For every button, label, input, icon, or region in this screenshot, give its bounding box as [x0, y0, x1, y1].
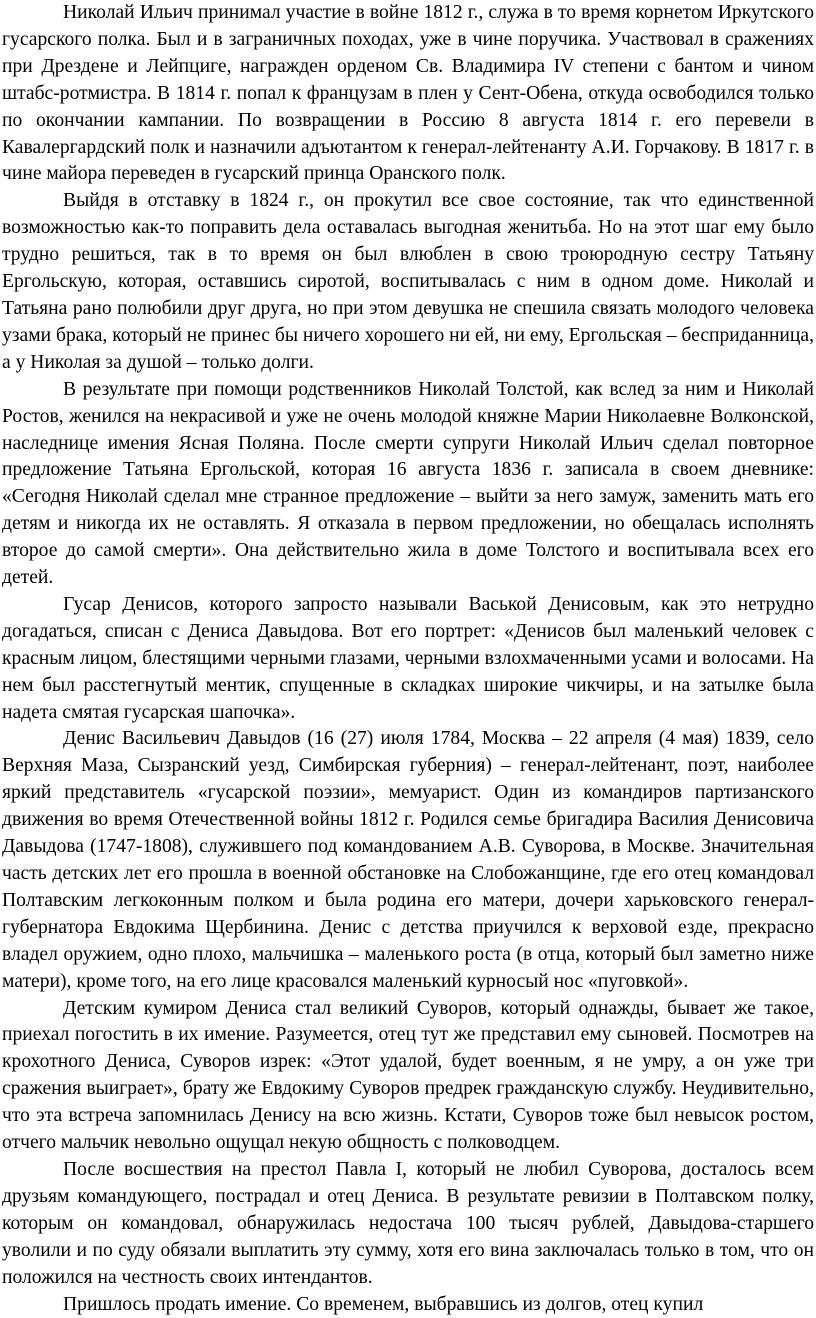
paragraph-paul-i-accession: После восшествия на престол Павла I, который не любил Суворова, досталось всем друзьям командующего, пострадал и отец Дениса. В результате ревизии в Полтавском полку, которым он командовал, обнаружилась недостача 100 тысяч рублей, Давыдова-старшего уволили и по суду обязали выплатить эту сумму, хотя его вина заключалась только в том, что он положился на честность своих интендантов. — [2, 1157, 814, 1292]
paragraph-nikolay-ilyich-service: Николай Ильич принимал участие в войне 1812 г., служа в то время корнетом Иркутского гусарского полка. Был и в заграничных походах, уже в чине поручика. Участвовал в сражениях при Дрездене и Лейпциге, награжден орденом Св. Владимира IV степени с бантом и чином штабс-ротмистра. В 1814 г. попал к французам в плен у Сент-Обена, откуда освободился только по окончании кампании. По возвращении в Россию 8 августа 1814 г. его перевели в Кавалергардский полк и назначили адъютантом к генерал-лейтенанту А.И. Горчакову. В 1817 г. в чине майора переведен в гусарский принца Оранского полк. — [2, 0, 814, 188]
paragraph-marriage-to-volkonskaya: В результате при помощи родственников Николай Толстой, как вслед за ним и Николай Ростов, женился на некрасивой и уже не очень молодой княжне Марии Николаевне Волконской, наследнице имения Ясная Поляна. После смерти супруги Николай Ильич сделал повторное предложение Татьяна Ергольской, которая 16 августа 1836 г. записала в своем дневнике: «Сегодня Николай сделал мне странное предложение – выйти за него замуж, заменить мать его детям и никогда их не оставлять. Я отказала в первом предложении, но обещалась исполнять второе до самой смерти». Она действительно жила в доме Толстого и воспитывала всех его детей. — [2, 377, 814, 592]
paragraph-suvorov-visit: Детским кумиром Дениса стал великий Суворов, который однажды, бывает же такое, приехал погостить в их имение. Разумеется, отец тут же представил ему сыновей. Посмотрев на крохотного Дениса, Суворов изрек: «Этот удалой, будет военным, я не умру, а он уже три сражения выиграет», брату же Евдокиму Суворов предрек гражданскую службу. Неудивительно, что эта встреча запомнилась Денису на всю жизнь. Кстати, Суворов тоже был невысок ростом, отчего мальчик невольно ощущал некую общность с полководцем. — [2, 996, 814, 1157]
document-text-body — [2, 0, 814, 1318]
paragraph-denis-davydov-biography: Денис Васильевич Давыдов (16 (27) июля 1784, Москва – 22 апреля (4 мая) 1839, село Верхняя Маза, Сызранский уезд, Симбирская губерния) – генерал-лейтенант, поэт, наиболее яркий представитель «гусарской поэзии», мемуарист. Один из командиров партизанского движения во время Отечественной войны 1812 г. Родился семье бригадира Василия Денисовича Давыдова (1747-1808), служившего под командованием А.В. Суворова, в Москве. Значительная часть детских лет его прошла в военной обстановке на Слобожанщине, где его отец командовал Полтавским легкоконным полком и была родина его матери, дочери харьковского генерал-губернатора Евдокима Щербинина. Денис с детства приучился к верховой езде, прекрасно владел оружием, одно плохо, мальчишка – маленького роста (в отца, который был заметно ниже матери), кроме того, на его лице красовался маленький курносый нос «пуговкой». — [2, 726, 814, 995]
paragraph-hussar-denisov: Гусар Денисов, которого запросто называли Васькой Денисовым, как это нетрудно догадаться, списан с Дениса Давыдова. Вот его портрет: «Денисов был маленький человек с красным лицом, блестящими черными глазами, черными взлохмаченными усами и волосами. На нем был расстегнутый ментик, спущенные в складках широкие чикчиры, и на затылке была надета смятая гусарская шапочка». — [2, 592, 814, 727]
paragraph-retirement-and-marriage: Выйдя в отставку в 1824 г., он прокутил все свое состояние, так что единственной возможностью как-то поправить дела оставалась выгодная женитьба. Но на этот шаг ему было трудно решиться, так в то время он был влюблен в свою троюродную сестру Татьяну Ергольскую, которая, оставшись сиротой, воспитывалась с ним в одном доме. Николай и Татьяна рано полюбили друг друга, но при этом девушка не спешила связать молодого человека узами брака, который не принес бы ничего хорошего ни ей, ни ему, Ергольская – бесприданница, а у Николая за душой – только долги. — [2, 188, 814, 376]
paragraph-estate-sale: Пришлось продать имение. Со временем, выбравшись из долгов, отец купил — [2, 1292, 814, 1318]
